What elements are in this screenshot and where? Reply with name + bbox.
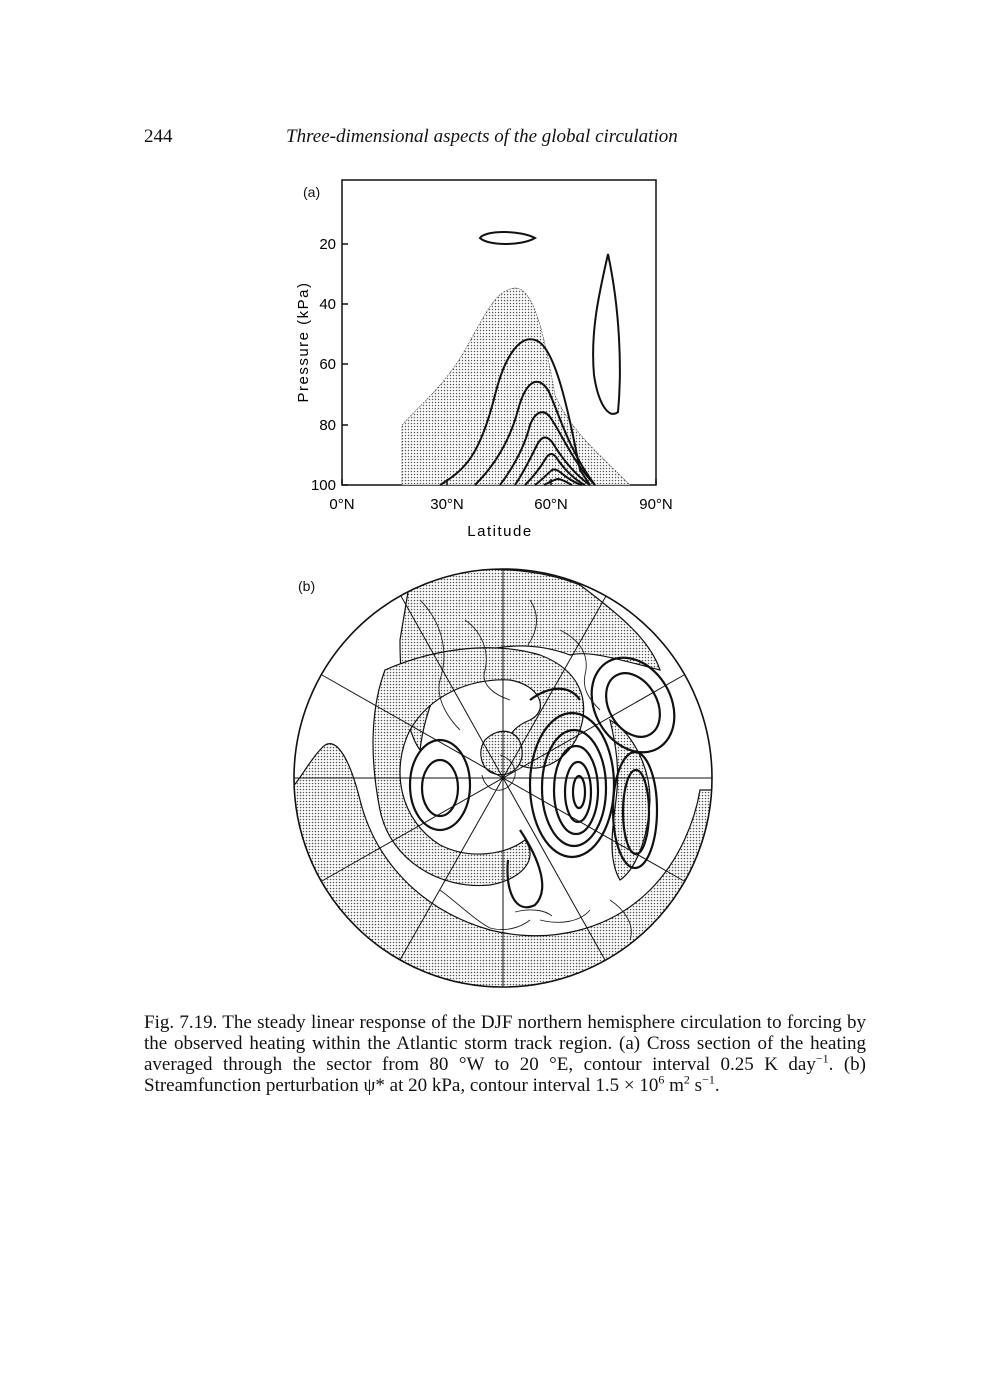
contour-right-lobe — [593, 254, 620, 414]
page-number: 244 — [144, 126, 173, 147]
caption-text: . (b) Streamfunction perturbation ψ* at 20 kPa, contour interval 1.5 × 10 — [144, 1054, 866, 1096]
y-tick-label: 80 — [319, 417, 336, 434]
cross-section-figure — [290, 170, 710, 550]
panel-label-a: (a) — [303, 184, 321, 200]
polar-streamfunction-map — [290, 560, 720, 990]
caption-text: Fig. 7.19. The steady linear response of the DJF northern hemisphere circulation to forcing by the observed heating within the Atlantic storm track region. (a) Cross section of the heating averaged through the sector from 80 °W to 20 °E, contour interval 0.25 K day — [144, 1012, 866, 1075]
contour-upper-ellipse — [480, 232, 535, 244]
caption-superscript: 6 — [658, 1072, 665, 1087]
x-tick-label: 60°N — [534, 496, 568, 513]
panel-label-b: (b) — [298, 578, 316, 594]
x-tick-label: 30°N — [430, 496, 464, 513]
running-title: Three-dimensional aspects of the global circulation — [286, 126, 678, 147]
caption-superscript: −1 — [815, 1051, 829, 1066]
x-tick-label: 0°N — [329, 496, 355, 513]
x-tick-label: 90°N — [639, 496, 673, 513]
x-axis-label: Latitude — [467, 523, 533, 540]
y-tick-label: 100 — [310, 477, 336, 494]
y-tick-label: 60 — [319, 356, 336, 373]
y-axis-ticks — [342, 244, 348, 485]
y-axis-label: Pressure (kPa) — [295, 281, 312, 403]
caption-text: m — [664, 1075, 684, 1096]
page-header — [144, 126, 864, 150]
caption-text: . — [714, 1075, 720, 1096]
caption-superscript: 2 — [683, 1072, 690, 1087]
y-tick-label: 20 — [319, 236, 336, 253]
figure-caption — [144, 1012, 866, 1096]
caption-text: s — [689, 1075, 703, 1096]
y-tick-label: 40 — [319, 296, 336, 313]
caption-superscript: −1 — [702, 1072, 715, 1087]
